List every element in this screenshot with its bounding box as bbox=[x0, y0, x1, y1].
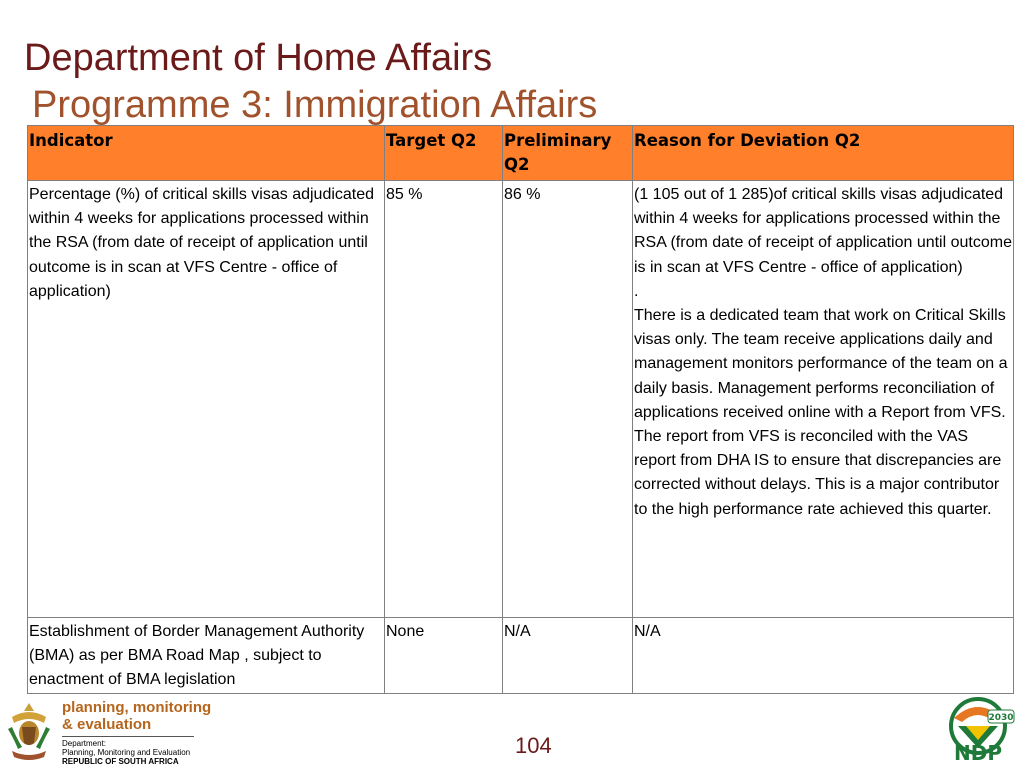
header-reason: Reason for Deviation Q2 bbox=[633, 126, 1014, 181]
ndp-2030-logo bbox=[944, 696, 1016, 762]
ndp-year: 2030 bbox=[988, 713, 1014, 723]
reason-explanation: There is a dedicated team that work on Critical Skills visas only. The team receive applications daily and management monitors performance of the team on a daily basis. Management performs reconciliation of applications received online with a Report from VFS. The report from VFS is reconciled with the VAS report from DHA IS to ensure that discrepancies are corrected without delays. This is a major contributor to the high performance rate achieved this quarter. bbox=[634, 307, 1008, 518]
cell-reason bbox=[633, 181, 1014, 618]
table-row bbox=[28, 181, 1014, 618]
cell-indicator: Percentage (%) of critical skills visas adjudicated within 4 weeks for applications processed within the RSA (from date of receipt of application until outcome is in scan at VFS Centre - office of application) bbox=[28, 181, 385, 618]
table-row bbox=[28, 618, 1014, 694]
reason-separator: . bbox=[634, 282, 639, 300]
cell-preliminary: 86 % bbox=[503, 181, 633, 618]
indicators-table bbox=[27, 125, 1014, 694]
coat-of-arms-icon bbox=[4, 699, 54, 763]
divider bbox=[62, 736, 194, 737]
page-title: Department of Home Affairs bbox=[24, 37, 493, 79]
pme-line-2: & evaluation bbox=[62, 716, 152, 733]
pme-dept-name: Planning, Monitoring and Evaluation bbox=[62, 748, 191, 757]
header-target: Target Q2 bbox=[385, 126, 503, 181]
page-subtitle: Programme 3: Immigration Affairs bbox=[32, 84, 598, 126]
cell-target: 85 % bbox=[385, 181, 503, 618]
pme-wordmark bbox=[62, 699, 212, 766]
cell-indicator: Establishment of Border Management Authority (BMA) as per BMA Road Map , subject to enactment of BMA legislation bbox=[28, 618, 385, 694]
cell-reason: N/A bbox=[633, 618, 1014, 694]
dpme-logo bbox=[4, 697, 212, 766]
cell-preliminary: N/A bbox=[503, 618, 633, 694]
header-preliminary: Preliminary Q2 bbox=[503, 126, 633, 181]
pme-country: REPUBLIC OF SOUTH AFRICA bbox=[62, 757, 179, 766]
pme-dept-label: Department: bbox=[62, 739, 107, 748]
page-number: 104 bbox=[515, 733, 552, 758]
cell-target: None bbox=[385, 618, 503, 694]
header-indicator: Indicator bbox=[28, 126, 385, 181]
ndp-wordmark: NDP bbox=[954, 741, 1002, 762]
pme-line-1: planning, monitoring bbox=[62, 699, 212, 716]
reason-summary: (1 105 out of 1 285)of critical skills visas adjudicated within 4 weeks for applications processed within the RSA (from date of receipt of application until outcome is in scan at VFS Centre - office of application) bbox=[634, 186, 1012, 276]
table-header-row bbox=[28, 126, 1014, 181]
